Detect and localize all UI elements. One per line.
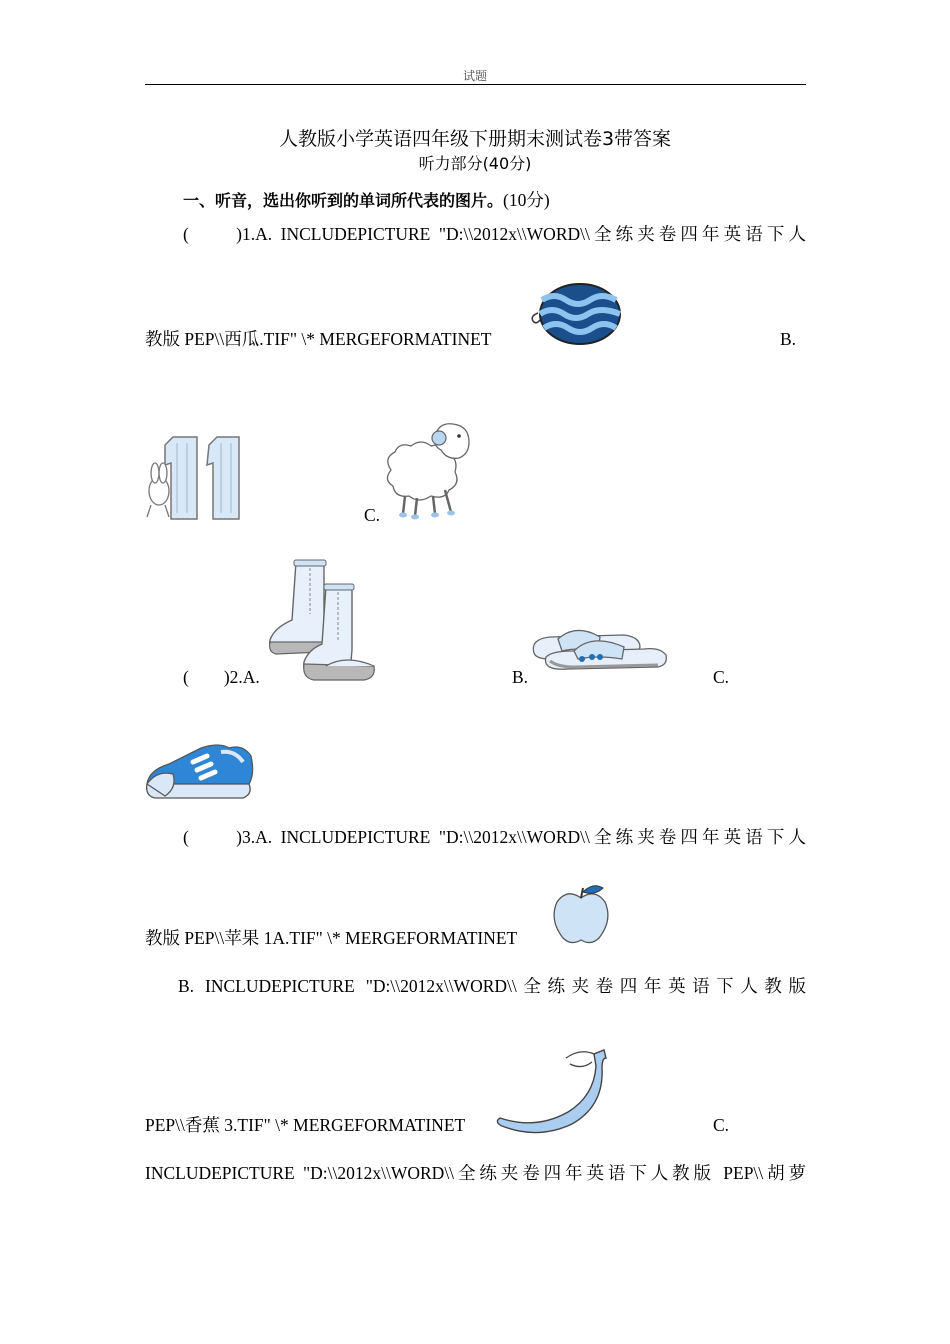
page-title: 人教版小学英语四年级下册期末测试卷3带答案 <box>278 128 672 150</box>
q1-option-b: B. <box>780 329 797 349</box>
watermelon-image <box>524 282 622 346</box>
sneaker-image <box>143 740 257 802</box>
q1-line1: ( )1.A. INCLUDEPICTURE "D:\\2012x\\WORD\\全练夹卷四年英语下人 <box>183 224 806 244</box>
apple-image <box>551 884 611 946</box>
section-points: (10分) <box>503 190 550 210</box>
section-label: 一、听音，选出你听到的单词所代表的图片。 <box>183 191 504 210</box>
sheep-image <box>381 418 475 522</box>
q1-option-c: C. <box>364 505 381 525</box>
section-heading <box>183 187 550 212</box>
header-rule <box>145 84 806 85</box>
q2-option-c: C. <box>713 667 730 687</box>
q3-line1: ( )3.A. INCLUDEPICTURE "D:\\2012x\\WORD\\全练夹卷四年英语下人 <box>183 827 806 847</box>
q3-line4: PEP\\香蕉 3.TIF" \* MERGEFORMATINET <box>145 1115 466 1135</box>
boots-image <box>266 554 378 686</box>
slippers-image <box>528 617 670 673</box>
q3-line2: 教版 PEP\\苹果 1A.TIF" \* MERGEFORMATINET <box>145 928 518 948</box>
banana-image <box>496 1046 608 1134</box>
q2-option-b: B. <box>512 667 529 687</box>
q3-option-c: C. <box>713 1115 730 1135</box>
page-subtitle: 听力部分(40分) <box>418 154 532 173</box>
q2-label: ( )2.A. <box>183 667 260 687</box>
page-header: 试题 <box>462 69 487 83</box>
q3-line5: INCLUDEPICTURE "D:\\2012x\\WORD\\全练夹卷四年英语下人教版 PEP\\胡萝 <box>145 1163 806 1183</box>
q1-line2: 教版 PEP\\西瓜.TIF" \* MERGEFORMATINET <box>145 329 492 349</box>
number-eleven-image <box>143 433 247 523</box>
q3-line3: B. INCLUDEPICTURE "D:\\2012x\\WORD\\全练夹卷四年英语下人教版 <box>178 976 806 996</box>
